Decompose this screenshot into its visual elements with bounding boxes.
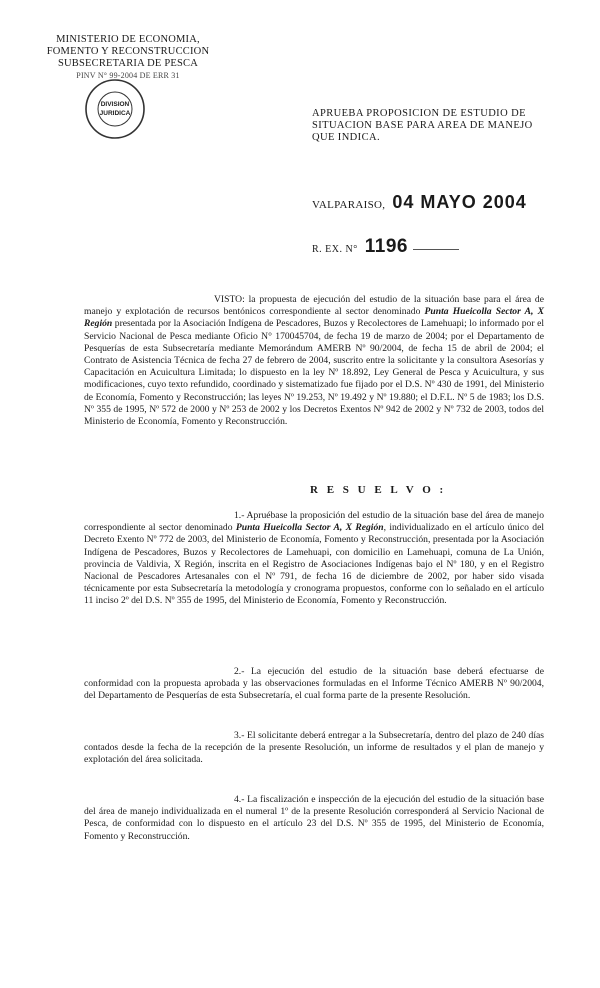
article-4 bbox=[84, 794, 544, 843]
article-3-text: 3.- El solicitante deberá entregar a la Subsecretaría, dentro del plazo de 240 días contados desde la fecha de la recepción de la presente Resolución, un informe de resultados y el plan de manejo y explotación del área solicitada. bbox=[84, 730, 544, 766]
resolution-label: R. EX. N° bbox=[312, 244, 358, 255]
title-line-3: QUE INDICA. bbox=[312, 132, 380, 143]
article-1 bbox=[84, 510, 544, 608]
resuelvo-heading: R E S U E L V O : bbox=[310, 484, 447, 496]
visto-lead: VISTO: bbox=[214, 294, 245, 305]
place-and-date bbox=[312, 192, 527, 213]
division-juridica-stamp-icon bbox=[84, 78, 146, 140]
title-line-2: SITUACION BASE PARA AREA DE MANEJO bbox=[312, 120, 533, 131]
article-1-text-2: , individualizado en el artículo único del Decreto Exento Nº 772 de 2003, del Ministerio de Economía, Fomento y Reconstrucción, presentada por la Asociación Indígena de Pescadores, Buzos y Recolectores de Lamehuapi, con domicilio en Lamehuapi, comuna de La Unión, provincia de Valdivia, X Región, inscrita en el Registro de Asociaciones Indígenas bajo el Nº 180, y en el Registro Nacional de Pescadores Artesanales con el Nº 791, de fecha 16 de diciembre de 2002, por haber sido visada técnicamente por esta Subsecretaría la metodología y cronograma propuestos, conforme con lo señalado en el artículo 11 inciso 2º del D.S. Nº 355 de 1995, del Ministerio de Economía, Fomento y Reconstrucción. bbox=[84, 522, 544, 607]
city: VALPARAISO, bbox=[312, 199, 386, 211]
article-1-text-1: 1.- Apruébase la proposición del estudio de la situación base del área de manejo correspondiente al sector denominado bbox=[84, 510, 544, 534]
header-line-1: MINISTERIO DE ECONOMIA, bbox=[56, 34, 200, 45]
visto-sector: Punta Hueicolla Sector A, X Región bbox=[84, 306, 544, 330]
visto-text-2: presentada por la Asociación Indígena de Pescadores, Buzos y Recolectores de Lamehuapi; lo informado por el Servicio Nacional de Pesca mediante Oficio N° 170045704, de fecha 19 de marzo de 2004; por el Departamento de Pesquerías de esta Subsecretaría mediante Memorándum AMERB Nº 90/2004, de fecha 15 de abril de 2004; el Contrato de Asistencia Técnica de fecha 27 de febrero de 2004, suscrito entre la solicitante y la consultora Asesorías y Capacitación en Acuicultura Limitada; lo dispuesto en la ley Nº 18.892, Ley General de Pesca y Acuicultura, y sus modificaciones, cuyo texto refundido, coordinado y sistematizado fue fijado por el D.S. Nº 430 de 1991, del Ministerio de Economía, Fomento y Reconstrucción; las leyes Nº 19.253, Nº 19.492 y Nº 19.880; el D.F.L. Nº 5 de 1983; los D.S. Nº 355 de 1995, Nº 572 de 2000 y Nº 253 de 2002 y los Decretos Exentos Nº 942 de 2002 y Nº 732 de 2003, todos del Ministerio de Economía, Fomento y Reconstrucción. bbox=[84, 318, 544, 428]
visto-text-1: la propuesta de ejecución del estudio de la situación base para el área de manejo y explotación de recursos bentónicos correspondiente al sector denominado bbox=[84, 294, 544, 318]
ministry-header bbox=[28, 34, 228, 82]
resolution-number-value: 1196 bbox=[364, 236, 408, 257]
article-1-sector: Punta Hueicolla Sector A, X Región bbox=[235, 522, 384, 534]
resolution-number bbox=[312, 236, 459, 258]
article-2 bbox=[84, 666, 544, 703]
date: 04 MAYO 2004 bbox=[392, 192, 527, 212]
document-title bbox=[312, 108, 552, 144]
header-line-4: PINV N° 99-2004 DE ERR 31 bbox=[76, 71, 180, 80]
header-line-3: SUBSECRETARIA DE PESCA bbox=[57, 58, 199, 69]
header-line-2: FOMENTO Y RECONSTRUCCION bbox=[46, 46, 210, 57]
article-4-text: 4.- La fiscalización e inspección de la ejecución del estudio de la situación base del área de manejo individualizada en el numeral 1º de la presente Resolución corresponderá al Servicio Nacional de Pesca, de conformidad con lo dispuesto en el artículo 23 del D.S. Nº 355 de 1995, del Ministerio de Economía, Fomento y Reconstrucción. bbox=[84, 794, 544, 842]
title-line-1: APRUEBA PROPOSICION DE ESTUDIO DE bbox=[312, 108, 526, 119]
stamp-inner-line-2: JURIDICA bbox=[99, 110, 131, 117]
stamp-inner-line-1: DIVISION bbox=[100, 101, 130, 108]
underline bbox=[413, 249, 459, 250]
article-3 bbox=[84, 730, 544, 767]
article-2-text: 2.- La ejecución del estudio de la situación base deberá efectuarse de conformidad con la propuesta aprobada y las observaciones formuladas en el Informe Técnico AMERB Nº 90/2004, del Departamento de Pesquerías de esta Subsecretaría, el cual forma parte de la presente Resolución. bbox=[84, 666, 544, 702]
visto-paragraph bbox=[84, 294, 544, 428]
